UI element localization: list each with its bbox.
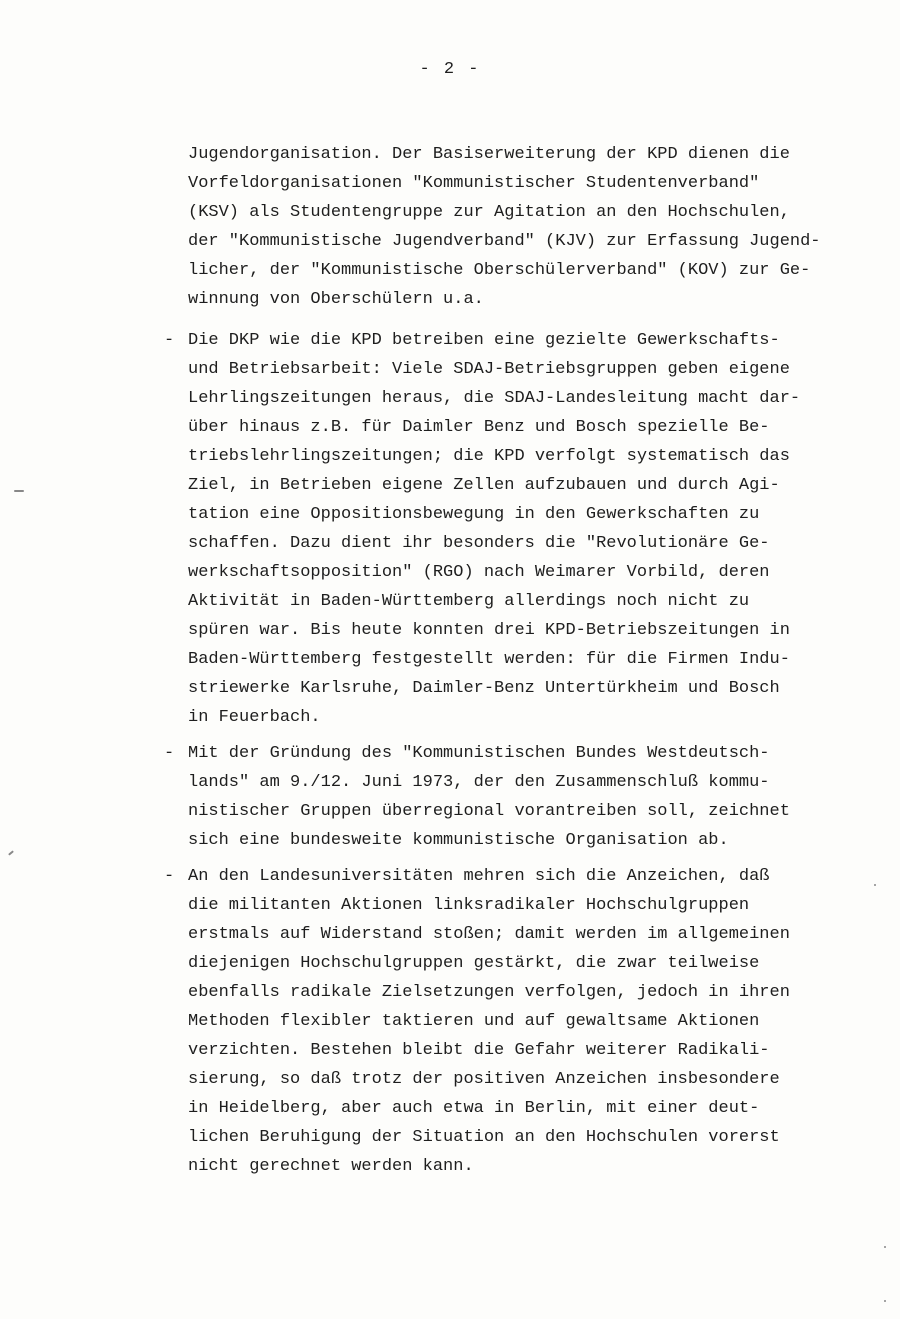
page-number: - 2 -	[419, 60, 481, 79]
text-line: Lehrlingszeitungen heraus, die SDAJ-Landesleitung macht dar-	[188, 389, 801, 408]
text-line: Aktivität in Baden-Württemberg allerdings noch nicht zu	[188, 592, 750, 611]
text-line: ebenfalls radikale Zielsetzungen verfolgen, jedoch in ihren	[188, 983, 790, 1002]
text-line: diejenigen Hochschulgruppen gestärkt, die zwar teilweise	[188, 954, 760, 973]
text-line: (KSV) als Studentengruppe zur Agitation an den Hochschulen,	[188, 203, 790, 222]
text-line: in Heidelberg, aber auch etwa in Berlin, mit einer deut-	[188, 1099, 760, 1118]
text-line: Jugendorganisation. Der Basiserweiterung der KPD dienen die	[188, 145, 790, 164]
text-line: nistischer Gruppen überregional vorantreiben soll, zeichnet	[188, 802, 790, 821]
intro-paragraph	[188, 140, 888, 314]
text-line: lichen Beruhigung der Situation an den Hochschulen vorerst	[188, 1128, 780, 1147]
text-line: Mit der Gründung des "Kommunistischen Bundes Westdeutsch-	[188, 744, 770, 763]
bullet-dash: -	[164, 331, 175, 350]
text-line: Ziel, in Betrieben eigene Zellen aufzubauen und durch Agi-	[188, 476, 780, 495]
text-line: licher, der "Kommunistische Oberschülerverband" (KOV) zur Ge-	[188, 261, 811, 280]
text-line: tation eine Oppositionsbewegung in den Gewerkschaften zu	[188, 505, 760, 524]
text-line: über hinaus z.B. für Daimler Benz und Bosch spezielle Be-	[188, 418, 770, 437]
text-line: werkschaftsopposition" (RGO) nach Weimarer Vorbild, deren	[188, 563, 770, 582]
text-line: der "Kommunistische Jugendverband" (KJV) zur Erfassung Jugend-	[188, 232, 821, 251]
scan-speck	[884, 1246, 886, 1248]
bullet-dash: -	[164, 744, 175, 763]
text-line: Vorfeldorganisationen "Kommunistischer Studentenverband"	[188, 174, 760, 193]
text-line: und Betriebsarbeit: Viele SDAJ-Betriebsgruppen geben eigene	[188, 360, 790, 379]
text-line: die militanten Aktionen linksradikaler Hochschulgruppen	[188, 896, 750, 915]
text-line: lands" am 9./12. Juni 1973, der den Zusammenschluß kommu-	[188, 773, 770, 792]
text-line: winnung von Oberschülern u.a.	[188, 290, 484, 309]
text-line: spüren war. Bis heute konnten drei KPD-Betriebszeitungen in	[188, 621, 790, 640]
text-line: Baden-Württemberg festgestellt werden: für die Firmen Indu-	[188, 650, 790, 669]
text-line: triebslehrlingszeitungen; die KPD verfolgt systematisch das	[188, 447, 790, 466]
bullet-item-kbw-founding	[164, 739, 888, 855]
text-line: schaffen. Dazu dient ihr besonders die "Revolutionäre Ge-	[188, 534, 770, 553]
scan-mark	[14, 490, 24, 492]
scan-speck	[874, 884, 876, 886]
text-line: nicht gerechnet werden kann.	[188, 1157, 474, 1176]
scan-mark	[8, 850, 14, 855]
text-line: erstmals auf Widerstand stoßen; damit werden im allgemeinen	[188, 925, 790, 944]
bullet-item-universities	[164, 862, 888, 1181]
text-line: sich eine bundesweite kommunistische Organisation ab.	[188, 831, 729, 850]
text-line: verzichten. Bestehen bleibt die Gefahr weiterer Radikali-	[188, 1041, 770, 1060]
text-line: An den Landesuniversitäten mehren sich die Anzeichen, daß	[188, 867, 770, 886]
text-line: Methoden flexibler taktieren und auf gewaltsame Aktionen	[188, 1012, 760, 1031]
scan-speck	[884, 1300, 886, 1302]
bullet-dash: -	[164, 867, 175, 886]
text-line: sierung, so daß trotz der positiven Anzeichen insbesondere	[188, 1070, 780, 1089]
text-line: in Feuerbach.	[188, 708, 321, 727]
text-line: striewerke Karlsruhe, Daimler-Benz Untertürkheim und Bosch	[188, 679, 780, 698]
bullet-item-trade-union-work	[164, 326, 888, 732]
text-line: Die DKP wie die KPD betreiben eine gezielte Gewerkschafts-	[188, 331, 780, 350]
